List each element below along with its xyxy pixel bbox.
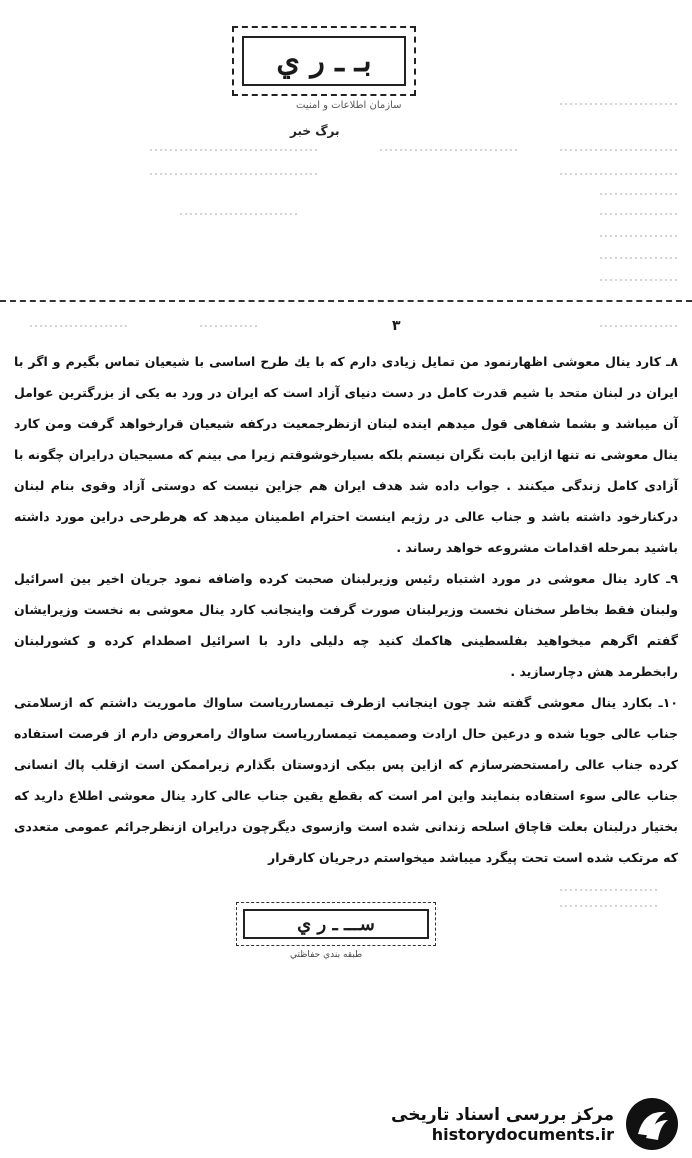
page-number: ۳ bbox=[392, 318, 401, 334]
classification-caption: طبقه بندي حفاظتي bbox=[290, 950, 363, 960]
form-field-lines bbox=[0, 90, 692, 290]
classification-stamp-bottom bbox=[236, 902, 436, 946]
history-documents-logo-icon bbox=[624, 1096, 680, 1152]
paragraph-10: ۱۰ـ بكارد ينال معوشى گفته شد چون اينجانب ازطرف تيمساررياست ساواك ماموريت داشتم كه ازسلامتى جناب عالى جويا شده و درعين حال ارادت وصميمت تيمساررياست ساواك رامعروض دارم از فرصت استفاده كرده جناب عالى رامستحضرسازم كه ازاين پس بيكى ازدوستان بگذارم زيراممكن است ازقلب پاك انسانى جناب عالى سوء استفاده بنمايند واين امر است كه بقطع يقين جناب عالى كارد ينال معوشى اطلاع داريد كه بختيار درلبنان بعلت قاچاق اسلحه زندانى شده است وازسوى ديگرچون درايران ازنظرجرائم عمومى متعددى كه مرتكب شده است تحت پيگرد ميباشد ميخواستم درجريان كارقرار bbox=[14, 695, 678, 865]
classification-stamp-text: بـ ـ ر ي bbox=[242, 36, 406, 86]
footer-text bbox=[391, 1105, 614, 1144]
reference-line bbox=[0, 318, 692, 332]
footer-watermark bbox=[391, 1096, 680, 1152]
document-type: برگ خبر bbox=[290, 124, 340, 138]
classification-stamp-bottom-text: ســـ ـ ر ي bbox=[243, 909, 429, 939]
paragraph-9: ۹ـ كارد ينال معوشى در مورد اشتباه رئيس وزيرلبنان صحبت كرده واضافه نمود جريان اخير بين اسرائيل ولبنان فقط بخاطر سخنان نخست وزيرلبنان صورت گرفت واينجانب كارد ينال معوشى به نخست وزيرايشان گفتم اگرهم ميخواهيد بفلسطينى هاكمك كنيد چه دليلى دارد با اسرائيل اصطدام كرده و كشورلبنان رابخطرمد هش دچارسازيد . bbox=[14, 571, 678, 679]
paragraph-8: ۸ـ كارد ينال معوشى اظهارنمود من تمايل زيادى دارم كه با يك طرح اساسى با شيعيان تماس بگيرم و اگر با ايران در لبنان متحد با شيم قدرت كامل در دست دنياى آزاد است كه ايران در ورد به يكى از بزرگترين عوامل آن ميباشد و بشما شفاهى قول ميدهم اينده لبنان ازنظرجمعيت دركفه شيعيان قرارخواهد گرفت ومن كارد ينال معوشى نه تنها ازاين بابت نگران نيستم بلكه بسيارخوشوقتم زيرا مى بينم كه مسيحيان درايران چگونه با آزادى كامل زندگى ميكنند . جواب داده شد هدف ايران هم جزاين نيست كه دوستى آزاد وقوى بنام لبنان دركنارخود داشته باشد و جناب عالى در رژيم اينست احترام اطمينان ميدهد كه هرطرحى دراين مورد داشته باشيد بمرحله اقدامات مشروعه خواهد رساند . bbox=[14, 354, 678, 555]
header-divider bbox=[0, 300, 692, 302]
document-body bbox=[14, 346, 678, 873]
classification-stamp-top bbox=[232, 26, 416, 96]
footer-website: historydocuments.ir bbox=[431, 1124, 614, 1144]
footer-org-name: مركز بررسى اسناد تاريخى bbox=[391, 1104, 614, 1125]
organization-title: سازمان اطلاعات و امنيت bbox=[296, 100, 402, 111]
